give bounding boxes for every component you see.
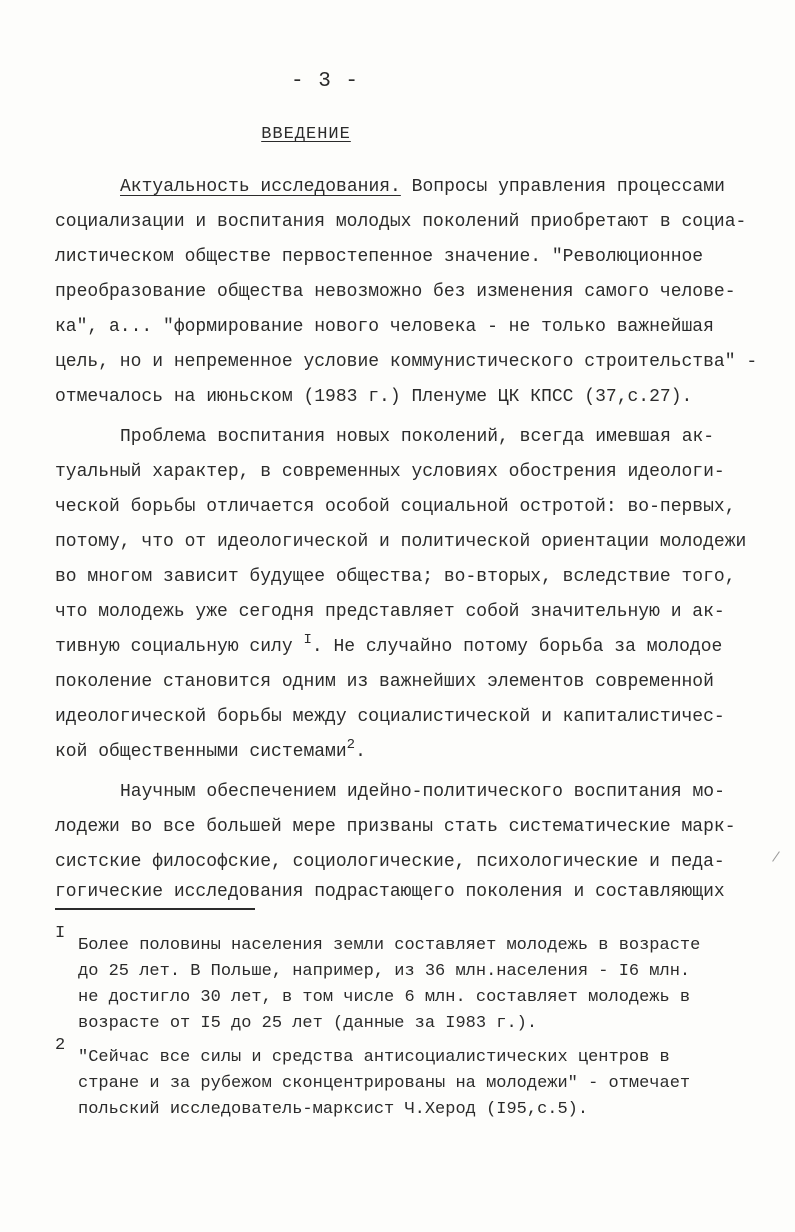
- footnote-line: до 25 лет. В Польше, например, из 36 млн.населения - I6 млн.: [78, 962, 691, 981]
- margin-pencil-mark: [772, 851, 780, 861]
- footnote-line: польский исследователь-марксист Ч.Херод (I95,с.5).: [78, 1100, 589, 1119]
- section-heading: ВВЕДЕНИЕ: [261, 125, 351, 144]
- body-line: что молодежь уже сегодня представляет собой значительную и ак-: [55, 602, 725, 622]
- body-line: [120, 172, 725, 202]
- footnote-line: возрасте от I5 до 25 лет (данные за I983 г.).: [78, 1014, 538, 1033]
- body-line: идеологической борьбы между социалистической и капиталистичес-: [55, 707, 725, 727]
- footnote-line: Более половины населения земли составляет молодежь в возрасте: [78, 936, 701, 955]
- body-line: социализации и воспитания молодых поколений приобретают в социа-: [55, 212, 747, 232]
- body-text: тивную социальную силу: [55, 637, 304, 657]
- body-line: листическом обществе первостепенное значение. "Революционное: [55, 247, 704, 267]
- footnote-divider: [55, 908, 255, 910]
- body-line: цель, но и непременное условие коммунистического строительства" -: [55, 352, 758, 372]
- footnote-line: "Сейчас все силы и средства антисоциалистических центров в: [78, 1048, 670, 1067]
- body-text: .: [355, 742, 366, 762]
- body-line: лодежи во все большей мере призваны стать систематические марк-: [55, 817, 736, 837]
- body-text: кой общественными системами: [55, 742, 347, 762]
- footnote-line: не достигло 30 лет, в том числе 6 млн. составляет молодежь в: [78, 988, 691, 1007]
- body-line: преобразование общества невозможно без изменения самого челове-: [55, 282, 736, 302]
- body-line: систские философские, социологические, психологические и педа-: [55, 852, 725, 872]
- body-line: ка", а... "формирование нового человека - не только важнейшая: [55, 317, 714, 337]
- body-line: потому, что от идеологической и политической ориентации молодежи: [55, 532, 747, 552]
- footnote-line: стране и за рубежом сконцентрированы на молодежи" - отмечает: [78, 1074, 691, 1093]
- body-line: [55, 737, 366, 767]
- paragraph-label: Актуальность исследования.: [120, 177, 401, 197]
- footnote-reference[interactable]: I: [303, 632, 312, 648]
- body-line: Проблема воспитания новых поколений, всегда имевшая ак-: [120, 427, 715, 447]
- body-text: . Не случайно потому борьба за молодое: [311, 637, 723, 657]
- body-line: Научным обеспечением идейно-политического воспитания мо-: [120, 782, 725, 802]
- footnote-marker: I: [55, 924, 66, 943]
- body-line: во многом зависит будущее общества; во-вторых, вследствие того,: [55, 567, 736, 587]
- body-text: Вопросы управления процессами: [400, 177, 725, 197]
- page-number: - 3 -: [290, 70, 359, 93]
- body-line: [55, 632, 722, 662]
- body-line: отмечалось на июньском (1983 г.) Пленуме ЦК КПСС (37,с.27).: [55, 387, 693, 407]
- body-line: туальный характер, в современных условиях обострения идеологи-: [55, 462, 725, 482]
- footnote-reference[interactable]: 2: [346, 737, 356, 753]
- body-line: поколение становится одним из важнейших элементов современной: [55, 672, 714, 692]
- body-line: ческой борьбы отличается особой социальной остротой: во-первых,: [55, 497, 736, 517]
- footnote-marker: 2: [55, 1036, 66, 1055]
- body-line: гогические исследования подрастающего поколения и составляющих: [55, 882, 725, 902]
